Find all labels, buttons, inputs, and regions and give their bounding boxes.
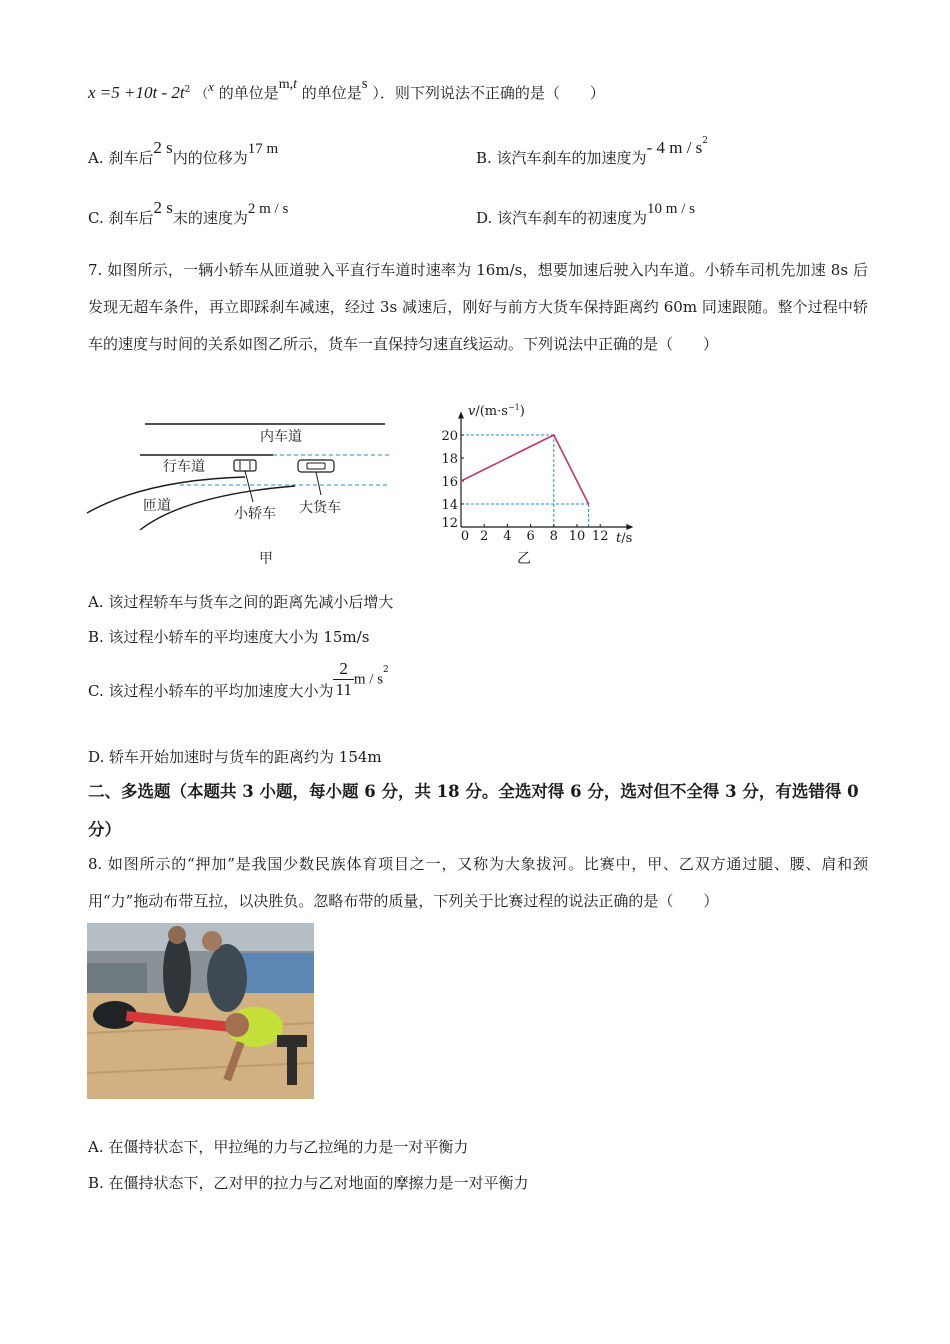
- chart-x-tick-label-10: 10: [568, 529, 586, 544]
- q6-question-tail: ）．则下列说法不正确的是（ ）: [372, 84, 605, 102]
- q6-option-a-time: 2 s: [153, 138, 173, 157]
- car-label: 小轿车: [234, 506, 276, 522]
- q7-option-c: [88, 659, 389, 700]
- q6-option-b-exponent: 2: [702, 136, 709, 146]
- q8-option-a: A. 在僵持状态下，甲拉绳的力与乙拉绳的力是一对平衡力: [88, 1138, 469, 1156]
- q6-formula-exponent: 2: [184, 85, 191, 95]
- chart-velocity-point-0: [460, 480, 462, 482]
- chart-y-axis-exp: −1: [507, 403, 520, 412]
- q6-unit-t-val: s: [361, 76, 368, 92]
- car-icon: [234, 460, 256, 471]
- chart-x-axis-unit: /s: [621, 531, 633, 546]
- q6-option-a-value: 17 m: [247, 141, 279, 157]
- q6-option-d-label: D. 该汽车刹车的初速度为: [476, 209, 648, 227]
- chart-y-tick-label-14: 14: [441, 498, 458, 513]
- chart-velocity-point-2: [588, 503, 590, 505]
- chart-x-axis-var: t: [616, 531, 622, 546]
- q6-option-c-text: 末的速度为: [172, 209, 248, 227]
- figure-yi-caption: 乙: [517, 551, 531, 567]
- q6-option-b-value: - 4 m / s: [646, 138, 703, 157]
- q6-unit-t-var: t: [293, 77, 297, 92]
- q6-option-c: [88, 198, 289, 228]
- q6-option-a: [88, 138, 279, 168]
- chart-y-axis-arrow: [458, 412, 464, 419]
- q7-option-d: D. 轿车开始加速时与货车的距离约为 154m: [88, 748, 382, 766]
- chart-y-axis-unit: /(m·s: [475, 404, 508, 419]
- q6-formula-line: [88, 76, 605, 103]
- q7-option-a: A. 该过程轿车与货车之间的距离先减小后增大: [88, 593, 394, 611]
- q6-option-c-value: 2 m / s: [247, 201, 289, 217]
- chart-y-tick-label-16: 16: [441, 475, 458, 490]
- q8-stem: 8. 如图所示的“押加”是我国少数民族体育项目之一，又称为大象拔河。比赛中，甲、乙双方通过腿、腰、肩和颈用“力”拖动布带互拉，以决胜负。忽略布带的质量，下列关于比赛过程的说法正确的是（ ）: [88, 855, 868, 910]
- figure-yi-vt-chart: [435, 397, 650, 577]
- chart-x-tick-label-6: 6: [526, 529, 535, 544]
- chart-x-axis-label: [616, 531, 632, 546]
- q7-option-c-fraction: [333, 659, 353, 700]
- chart-x-tick-label-12: 12: [591, 529, 609, 544]
- q7-option-c-numerator: 2: [333, 659, 353, 680]
- q6-unit-x-var: x: [208, 79, 214, 94]
- figure-jia-road-diagram: [85, 405, 405, 580]
- chart-y-axis-var: v: [468, 404, 476, 419]
- q7-option-c-label: C. 该过程小轿车的平均加速度大小为: [88, 681, 334, 700]
- chart-x-tick-label-0: 0: [460, 529, 470, 544]
- q6-option-b: [476, 136, 709, 168]
- q6-option-a-label: A. 刹车后: [88, 149, 154, 167]
- q6-unit-x-text: 的单位是: [218, 84, 279, 102]
- chart-x-tick-label-2: 2: [480, 529, 489, 544]
- chart-velocity-series-line: [461, 435, 589, 504]
- chart-velocity-point-1: [553, 434, 555, 436]
- truck-icon: [298, 460, 334, 472]
- q7-stem: 7. 如图所示，一辆小轿车从匝道驶入平直行车道时速率为 16m/s，想要加速后驶入内车道。小轿车司机先加速 8s 后发现无超车条件，再立即踩刹车减速，经过 3s 减速后，刚好与前方大货车保持距离约 60m 同速跟随。整个过程中轿车的速度与时间的关系如图乙所示，货车一直保持匀速直线运动。下列说法中正确的是（ ）: [88, 261, 868, 353]
- chart-x-tick-label-8: 8: [549, 529, 558, 544]
- q7-option-c-unit: m / s: [353, 671, 384, 688]
- q6-formula: x =5 +10t - 2t: [88, 83, 185, 102]
- q6-option-c-label: C. 刹车后: [88, 209, 154, 227]
- q6-option-d-value: 10 m / s: [647, 201, 695, 217]
- chart-y-tick-label-18: 18: [441, 452, 458, 467]
- inner-lane-label: 内车道: [260, 429, 302, 445]
- chart-y-tick-label-12: 12: [441, 516, 458, 531]
- q6-option-b-label: B. 该汽车刹车的加速度为: [476, 149, 647, 167]
- ramp-label: 匝道: [143, 498, 171, 514]
- q8-yajia-photo: [87, 923, 314, 1099]
- q7-option-c-denominator: 11: [335, 680, 352, 699]
- driving-lane-label: 行车道: [163, 459, 205, 475]
- chart-x-axis-arrow: [626, 524, 633, 530]
- truck-pointer: [316, 472, 321, 495]
- figure-jia-caption: 甲: [259, 551, 273, 567]
- section2-heading: 二、多选题（本题共 3 小题，每小题 6 分，共 18 分。全选对得 6 分，选对但不全得 3 分，有选错得 0 分）: [88, 782, 859, 839]
- q8-option-b: B. 在僵持状态下，乙对甲的拉力与乙对地面的摩擦力是一对平衡力: [88, 1174, 529, 1192]
- q7-option-b: B. 该过程小轿车的平均速度大小为 15m/s: [88, 628, 370, 646]
- car-pointer: [245, 471, 253, 502]
- chart-y-tick-label-20: 20: [441, 429, 458, 444]
- q6-option-c-time: 2 s: [153, 198, 173, 217]
- q7-option-c-exponent: 2: [383, 664, 389, 675]
- q6-unit-x-val: m,: [278, 77, 294, 92]
- q6-option-a-text: 内的位移为: [172, 149, 248, 167]
- truck-label: 大货车: [299, 500, 341, 516]
- q6-option-d: [476, 201, 695, 228]
- q6-paren-open: （: [195, 87, 209, 102]
- q6-unit-t-text: 的单位是: [301, 84, 362, 102]
- chart-x-tick-label-4: 4: [503, 529, 512, 544]
- chart-y-axis-label: [468, 403, 525, 419]
- chart-y-axis-close: ): [519, 404, 525, 419]
